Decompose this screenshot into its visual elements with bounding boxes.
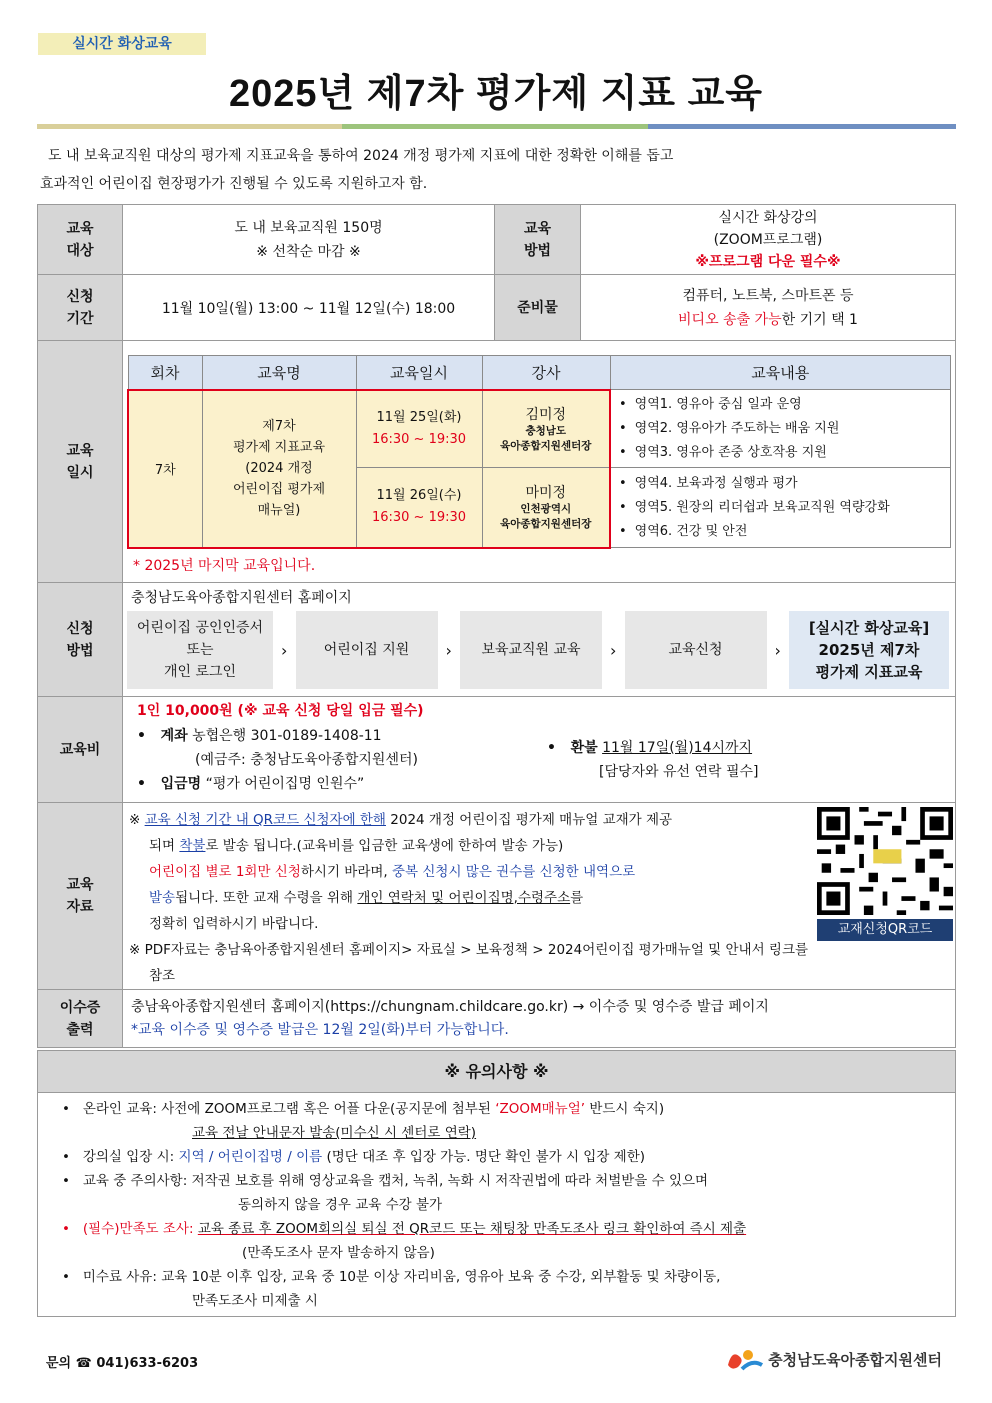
contact-info-note: 개인 연락처 및 어린이집명,수령주소: [357, 890, 571, 906]
accuracy-note: 정확히 입력하시기 바랍니다.: [149, 916, 319, 932]
pdf-note-ref: 참조: [149, 968, 176, 984]
step-arrow: ›: [774, 640, 781, 660]
session2-date: 11월 26일(수) 16:30 ~ 19:30: [356, 468, 482, 548]
session2-time: 16:30 ~ 19:30: [371, 510, 467, 526]
apply-cell: [123, 583, 956, 697]
content-item: • 영역5. 원장의 리더쉽과 보육교직원 역량강화: [619, 496, 950, 520]
account-number: 농협은행 301-0189-1408-11: [192, 728, 382, 744]
target-label: 교육 대상: [38, 205, 123, 275]
info-table: [37, 204, 956, 1048]
notice-incomplete: • 미수료 사유: 교육 10분 이후 입장, 교육 중 10분 이상 자리비움, 영유아 보육 중 수강, 외부활동 및 차량이동, 만족도조사 미제출 시: [48, 1265, 955, 1313]
content-item: • 영역6. 건강 및 안전: [619, 520, 950, 544]
session1-instructor: 김미정 충청남도 육아종합지원센터장: [482, 390, 610, 468]
live-tag: 실시간 화상교육: [38, 33, 206, 55]
step-apply: 교육신청: [625, 611, 767, 689]
col-instructor: 강사: [482, 356, 610, 390]
period-label: 신청 기간: [38, 275, 123, 341]
session1-time: 16:30 ~ 19:30: [371, 431, 467, 447]
intro-line-2: 효과적인 어린이집 현장평가가 진행될 수 있도록 지원하고자 함.: [40, 176, 428, 192]
notice-box: [37, 1050, 956, 1317]
org-footer: [724, 1347, 942, 1371]
content-item: • 영역3. 영유아 존중 상호작용 지원: [619, 441, 950, 465]
method-program: (ZOOM프로그램): [713, 231, 823, 248]
cert-label: 이수증 출력: [38, 990, 123, 1048]
contact: 문의 ☎ 041)633-6203: [46, 1356, 199, 1371]
prep-video: 비디오 송출 가능: [678, 311, 782, 328]
apply-steps: [127, 611, 949, 689]
qr-block: [817, 807, 953, 941]
last-session-note: * 2025년 마지막 교육입니다.: [133, 557, 316, 574]
fee-main: 1인 10,000원 (※ 교육 신청 당일 입금 필수): [137, 703, 424, 719]
notice-online-2: 교육 전날 안내문자 발송(미수신 시 센터로 연락): [192, 1125, 477, 1141]
apply-site: 충청남도육아종합지원센터 홈페이지: [131, 590, 352, 606]
intro-text: [40, 142, 950, 198]
notice-entry: • 강의실 입장 시: 지역 / 어린이집명 / 이름 (명단 대조 후 입장 가능. 명단 확인 불가 시 입장 제한): [62, 1149, 646, 1165]
qr-code[interactable]: [817, 807, 953, 915]
method-value: [581, 205, 956, 275]
title-bar-3: [648, 124, 956, 129]
fee-cell: 1인 10,000원 (※ 교육 신청 당일 입금 필수) • 계좌 농협은행 301-0189-1408-11 (예금주: 충청남도육아종합지원센터) • 입금명 “평가 어린이집명 인원수” • 환불 11월 17일(월)14시까지 [담당자와 유선 연락 필수]: [123, 697, 956, 803]
target-value: [123, 205, 495, 275]
schedule-label: 교육 일시: [38, 341, 123, 583]
apply-label: 신청 방법: [38, 583, 123, 697]
step-daycare-support: 어린이집 지원: [296, 611, 438, 689]
org-logo-icon: [724, 1347, 764, 1371]
prep-value: [581, 275, 956, 341]
title-bar-1: [37, 124, 342, 129]
target-count: 도 내 보육교직원 150명: [234, 219, 383, 236]
prep-label: 준비물: [495, 275, 581, 341]
schedule-cell: [123, 341, 956, 583]
method-main: 실시간 화상강의: [718, 209, 818, 226]
col-round: 회차: [128, 356, 202, 390]
session2-contents: [610, 468, 951, 548]
step-arrow: ›: [445, 640, 452, 660]
title-bar-2: [342, 124, 648, 129]
refund-label: 환불: [570, 740, 598, 756]
course-cell: 제7차 평가제 지표교육 (2024 개정 어린이집 평가제 매뉴얼): [202, 390, 356, 548]
period-value: 11월 10일(월) 13:00 ~ 11월 12일(수) 18:00: [123, 275, 495, 341]
pdf-note: ※ PDF자료는 충남육아종합지원센터 홈페이지> 자료실 > 보육정책 > 2024어린이집 평가매뉴얼 및 안내서 링크를: [129, 942, 809, 958]
target-note: ※ 선착순 마감 ※: [256, 243, 361, 260]
depositor-format: “평가 어린이집명 인원수”: [205, 776, 365, 792]
material-cell: ※ 교육 신청 기간 내 QR코드 신청자에 한해 2024 개정 어린이집 평가제 매뉴얼 교재가 제공 되며 착불로 발송 됩니다.(교육비를 입금한 교육생에 한하여 발송 가능) 어린이집 별로 1회만 신청하시기 바라며, 중복 신청시 많은 권수를 신청한 내역으로 발송됩니다. 또한 교재 수령을 위해 개인 연락처 및 어린이집명,수령주소를 정확히 입력하시기 바랍니다. ※ PDF자료는 충남육아종합지원센터 홈페이지> 자료실 > 보육정책 > 2024어린이집 평가매뉴얼 및 안내서 링크를 참조 교재신청QR코드: [123, 803, 956, 990]
col-course: 교육명: [202, 356, 356, 390]
step-arrow: ›: [610, 640, 617, 660]
session1-contents: [610, 390, 951, 468]
session1-org: 충청남도 육아종합지원센터장: [500, 424, 592, 452]
session2-org: 인천광역시 육아종합지원센터장: [500, 503, 592, 531]
qr-condition: 교육 신청 기간 내 QR코드 신청자에 한해: [144, 812, 386, 828]
cert-date-note: *교육 이수증 및 영수증 발급은 12월 2일(화)부터 가능합니다.: [131, 1021, 509, 1038]
step-staff-education: 보육교직원 교육: [460, 611, 602, 689]
refund-note: [담당자와 유선 연락 필수]: [599, 764, 759, 780]
depositor-label: 입금명: [160, 776, 202, 792]
col-date: 교육일시: [356, 356, 482, 390]
notice-copyright: • 교육 중 주의사항: 저작권 보호를 위해 영상교육을 캡처, 녹취, 녹화 시 저작권법에 따라 처벌받을 수 있으며 동의하지 않을 경우 교육 수강 불가: [48, 1169, 955, 1217]
notice-title: ※ 유의사항 ※: [38, 1051, 955, 1093]
once-per-daycare: 어린이집 별로 1회만 신청: [149, 864, 301, 880]
round-cell: 7차: [128, 390, 202, 548]
schedule-table: [127, 355, 951, 549]
notice-copyright-2: 동의하지 않을 경우 교육 수강 불가: [238, 1197, 443, 1213]
step-login: 어린이집 공인인증서 또는 개인 로그인: [127, 611, 273, 689]
step-course: [실시간 화상교육] 2025년 제7차 평가제 지표교육: [789, 611, 949, 689]
org-name: 충청남도육아종합지원센터: [768, 1350, 942, 1369]
prep-devices: 컴퓨터, 노트북, 스마트폰 등: [682, 287, 854, 304]
content-item: • 영역4. 보육과정 실행과 평가: [619, 472, 950, 496]
step-arrow: ›: [281, 640, 288, 660]
intro-line-1: 도 내 보육교직원 대상의 평가제 지표교육을 통하여 2024 개정 평가제 지표에 대한 정확한 이해를 돕고: [48, 148, 674, 164]
account-label: 계좌: [160, 728, 188, 744]
notice-survey-2: (만족도조사 문자 발송하지 않음): [242, 1245, 435, 1261]
page-title: 2025년 제7차 평가제 지표 교육: [229, 73, 763, 115]
notice-incomplete-2: 만족도조사 미제출 시: [192, 1293, 318, 1309]
notice-online: • 온라인 교육: 사전에 ZOOM프로그램 혹은 어플 다운(공지문에 첨부된 ‘ZOOM매뉴얼’ 반드시 숙지) 교육 전날 안내문자 발송(미수신 시 센터로 연락): [48, 1097, 955, 1145]
notice-survey: • (필수)만족도 조사: 교육 종료 후 ZOOM회의실 퇴실 전 QR코드 또는 채팅창 만족도조사 링크 확인하여 즉시 제출 (만족도조사 문자 발송하지 않음): [48, 1217, 955, 1265]
refund-deadline: 11월 17일(월)14시까지: [602, 740, 753, 756]
qr-label: 교재신청QR코드: [817, 919, 953, 941]
col-contents: 교육내용: [610, 356, 951, 390]
duplicate-note: 중복 신청시 많은 권수를 신청한 내역으로: [392, 864, 636, 880]
content-item: • 영역1. 영유아 중심 일과 운영: [619, 393, 950, 417]
account-holder: (예금주: 충청남도육아종합지원센터): [195, 752, 418, 768]
cert-path: 충남육아종합지원센터 홈페이지(https://chungnam.childcare.go.kr) → 이수증 및 영수증 발급 페이지: [131, 998, 769, 1015]
fee-label: 교육비: [38, 697, 123, 803]
material-label: 교육 자료: [38, 803, 123, 990]
cert-cell: [123, 990, 956, 1048]
content-item: • 영역2. 영유아가 주도하는 배움 지원: [619, 417, 950, 441]
prep-choose: 한 기기 택 1: [781, 311, 858, 328]
method-note: ※프로그램 다운 필수※: [695, 253, 841, 270]
method-label: 교육 방법: [495, 205, 581, 275]
session2-instructor: 마미정 인천광역시 육아종합지원센터장: [482, 468, 610, 548]
session1-date: 11월 25일(화) 16:30 ~ 19:30: [356, 390, 482, 468]
cod-shipping: 착불: [179, 838, 206, 854]
